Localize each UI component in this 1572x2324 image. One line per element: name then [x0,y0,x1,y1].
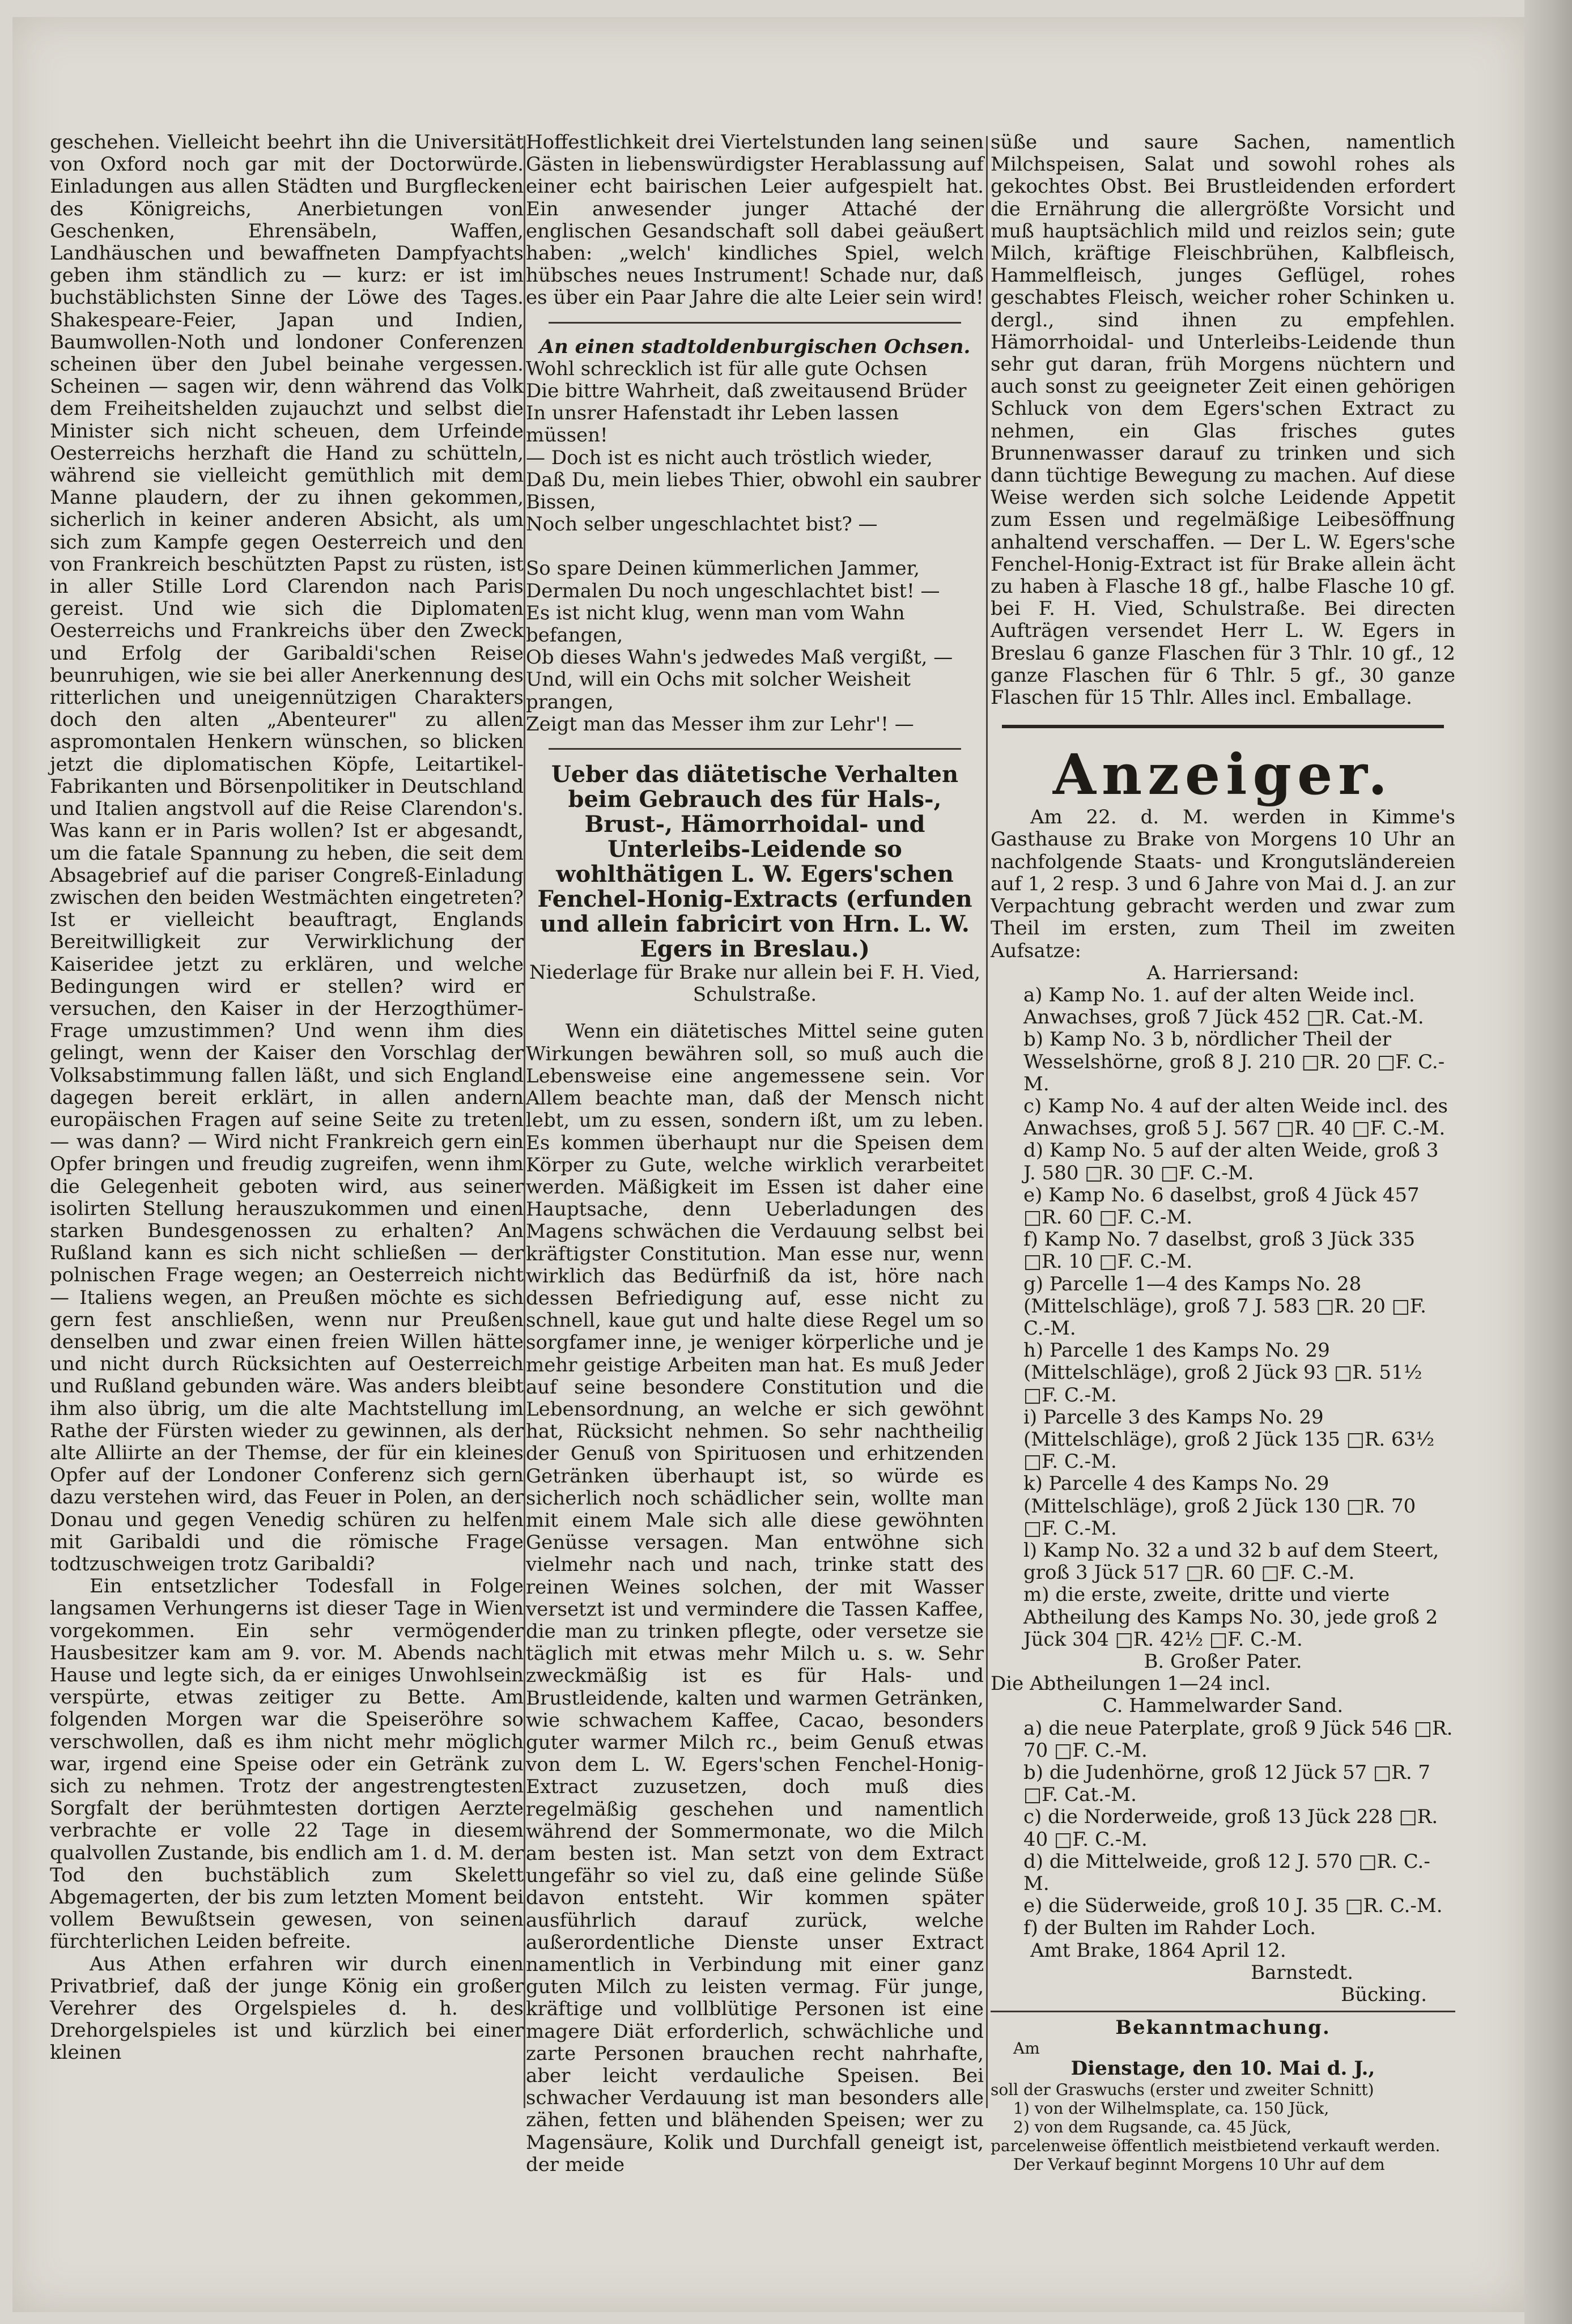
bek-line: 2) von dem Rugsande, ca. 45 Jück, [1013,2117,1292,2136]
lot-item: i) Parcelle 3 des Kamps No. 29 (Mittelschläge), groß 2 Jück 135 □R. 63½ □F. C.-M. [1023,1405,1435,1473]
signoff-place: Amt Brake, 1864 April 12. [1030,1939,1286,1962]
column-3 [991,131,1455,2174]
page-edge [1524,0,1572,2324]
column-divider [986,136,988,2108]
article-garibaldi: geschehen. Vielleicht beehrt ihn die Universität von Oxford noch gar mit der Doctorwürde. Einladungen aus allen Städten und Burgflecken des Königreichs, Anerbietungen von Geschenken, Ehrensäbeln, Waffen, Landhäuschen und bewaffneten Dampfyachts geben ihm ständlich zu — kurz: er ist im buchstäblichsten Sinne der Löwe des Tages. Shakespeare-Feier, Japan und Indien, Baumwollen-Noth und londoner Conferenzen scheinen über den Jubel beinahe vergessen. Scheinen — sagen wir, denn während das Volk dem Freiheitshelden zujauchzt und selbst die Minister sich nicht scheuen, dem Urfeinde Oesterreichs herzhaft die Hand zu schütteln, während sie vielleicht gemüthlich mit dem Manne plaudern, der zu ihnen gekommen, sicherlich in keiner anderen Absicht, als um sich zum Kampfe gegen Oesterreich und den von Frankreich beschützten Papst zu rüsten, ist in aller Stille Lord Clarendon nach Paris gereist. Und wie sich die Diplomaten Oesterreichs und Frankreichs über den Zweck und Erfolg der Garibaldi'schen Reise beunruhigen, wie sie bei aller Anerkennung des ritterlichen und uneigennützigen Charakters doch den alten „Abenteurer" zu allen aspromontalen Henkern wünschen, so blicken jetzt die diplomatischen Köpfe, Leitartikel-Fabrikanten und Börsenpolitiker in Deutschland und Italien angstvoll auf die Reise Clarendon's. Was kann er in Paris wollen? Ist er abgesandt, um die fatale Spannung zu heben, die seit dem Absagebrief auf die pariser Congreß-Einladung zwischen den beiden Westmächten eingetreten? Ist er vielleicht beauftragt, Englands Bereitwilligkeit zur Verwirklichung der Kaiseridee jetzt zu erklären, und welche Bedingungen wird er stellen? wird er versuchen, den Kaiser in der Herzogthümer-Frage umzustimmen? Und wenn ihm dies gelingt, wenn der Kaiser den Vorschlag der Volksabstimmung fallen läßt, und sich England dagegen bereit erklärt, in allen andern europäischen Fragen auf seine Seite zu treten — was dann? — Wird nicht Frankreich gern ein Opfer bringen und freudig zugreifen, wenn ihm die Gelegenheit geboten wird, aus seiner isolirten Stellung herauszukommen und einen starken Bundesgenossen zu erhalten? An Rußland kann es sich nicht schließen — der polnischen Frage wegen; an Oesterreich nicht — Italiens wegen, an Preußen möchte es sich gern fest anschließen, wenn nur Preußen denselben und zwar einen freien Willen hätte und nicht durch Rücksichten auf Oesterreich und Rußland gebunden wäre. Was anders bleibt ihm also übrig, um die alte Machtstellung im Rathe der Fürsten wieder zu gewinnen, als der alte Alliirte an der Themse, der für ein kleines Opfer auf der Londoner Conferenz sich gern dazu verstehen wird, das Feuer in Polen, an der Donau und gegen Venedig schüren zu helfen mit Garibaldi und die römische Frage todtzuschweigen trotz Garibaldi? [50,131,524,1575]
poem-line: Und, will ein Ochs mit solcher Weisheit prangen, [526,668,911,713]
section-heading: B. Großer Pater. [1144,1650,1302,1673]
poem-line: Die bittre Wahrheit, daß zweitausend Brüder [526,380,967,403]
lot-item: e) Kamp No. 6 daselbst, groß 4 Jück 457 □R. 60 □F. C.-M. [1023,1183,1420,1229]
section-text: Die Abtheilungen 1—24 incl. [991,1672,1271,1696]
lot-item: l) Kamp No. 32 a und 32 b auf dem Steert, groß 3 Jück 517 □R. 60 □F. C.-M. [1023,1539,1439,1584]
lot-item: g) Parcelle 1—4 des Kamps No. 28 (Mittelschläge), groß 7 J. 583 □R. 20 □F. C.-M. [1023,1272,1426,1340]
poem-line: Ob dieses Wahn's jedwedes Maß vergißt, — [526,646,953,669]
bek-line: Der Verkauf beginnt Morgens 10 Uhr auf dem [1013,2155,1385,2174]
article-egers-continued: süße und saure Sachen, namentlich Milchspeisen, Salat und sowohl rohes als gekochtes Obst. Bei Brustleidenden erfordert die Ernährung die allergrößte Vorsicht und muß hauptsächlich mild und reizlos sein; gute Milch, kräftige Fleischbrühen, Kalbfleisch, Hammelfleisch, junges Geflügel, rohes geschabtes Fleisch, weicher roher Schinken u. dergl., sind ihnen zu empfehlen. Hämorrhoidal- und Unterleibs-Leidende thun sehr gut daran, früh Morgens nüchtern und auch sonst zu geeigneter Zeit einen gehörigen Schluck von dem Egers'schen Extract zu nehmen, ein Glas frisches gutes Brunnenwasser darauf zu trinken und sich dann tüchtige Bewegung zu machen. Auf diese Weise werden sich solche Leidende Appetit zum Essen und regelmäßige Leibesöffnung anhaltend verschaffen. — Der L. W. Egers'sche Fenchel-Honig-Extract ist für Brake allein ächt zu haben à Flasche 18 gf., halbe Flasche 10 gf. bei F. H. Vied, Schulstraße. Bei directen Aufträgen versendet Herr L. W. Egers in Breslau 6 ganze Flaschen für 3 Thlr. 10 gf., 12 ganze Flaschen für 6 Thlr. 5 gf., 30 ganze Flaschen für 15 Thlr. Alles incl. Emballage. [991,131,1455,709]
lot-item: m) die erste, zweite, dritte und vierte Abtheilung des Kamps No. 30, jede groß 2 Jück 304 □R. 42½ □F. C.-M. [1023,1583,1438,1651]
article-vienna: Ein entsetzlicher Todesfall in Folge langsamen Verhungerns ist dieser Tage in Wien vorgekommen. Ein sehr vermögender Hausbesitzer kam am 9. vor. M. Abends nach Hause und legte sich, da er einiges Unwohlsein verspürte, etwas zeitiger zu Bette. Am folgenden Morgen war die Speiseröhre so verschwollen, daß es ihm nicht mehr möglich war, irgend eine Speise oder ein Getränk zu sich zu nehmen. Trotz der angestrengtesten Sorgfalt der berühmtesten dortigen Aerzte verbrachte er volle 22 Tage in diesem qualvollen Zustande, bis endlich am 1. d. M. der Tod den buchstäblich zum Skelett Abgemagerten, der bis zum letzten Moment bei vollem Bewußtsein gewesen, von seinen fürchterlichen Leiden befreite. [50,1575,524,1953]
poem-line: Wohl schrecklich ist für alle gute Ochsen [526,357,928,380]
article-title-egers: Ueber das diätetische Verhalten beim Gebrauch des für Hals-, Brust-, Hämorrhoidal- und Unterleibs-Leidende so wohlthätigen L. W. Egers'schen Fenchel-Honig-Extracts (erfunden und allein fabricirt von Hrn. L. W. Egers in Breslau.) [537,761,972,963]
section-divider [991,2011,1455,2012]
lot-item: b) die Judenhörne, groß 12 Jück 57 □R. 7 □F. Cat.-M. [1023,1761,1431,1807]
column-1 [50,131,524,2064]
anzeiger-intro: Am 22. d. M. werden in Kimme's Gasthause zu Brake von Morgens 10 Uhr an nachfolgende Staats- und Krongutsländereien auf 1, 2 resp. 3 und 6 Jahre von Mai d. J. an zur Verpachtung gebracht werden und zwar zum Theil im ersten, zum Theil im zweiten Aufsatze: [991,806,1455,962]
lot-item: a) Kamp No. 1. auf der alten Weide incl. Anwachses, groß 7 Jück 452 □R. Cat.-M. [1023,983,1424,1029]
bek-line: parcelenweise öffentlich meistbietend verkauft werden. [991,2136,1441,2155]
niederlage-note: Niederlage für Brake nur allein bei F. H. Vied, Schulstraße. [529,961,981,1006]
article-athens-continued: Hoffestlichkeit drei Viertelstunden lang seinen Gästen in liebenswürdigster Herablassung auf einer echt bairischen Leier aufgespielt hat. Ein anwesender junger Attaché der englischen Gesandschaft soll dabei geäußert haben: „welch' kindliches Spiel, welch hübsches neues Instrument! Schade nur, daß es über ein Paar Jahre die alte Leier sein wird! [526,131,984,309]
stanza-gap [526,536,984,558]
column-divider [524,136,525,2108]
section-divider [549,322,961,324]
bek-date: Dienstage, den 10. Mai d. J., [1070,2057,1375,2080]
lot-item: e) die Süderweide, groß 10 J. 35 □R. C.-M. [1023,1894,1443,1918]
poem-title: An einen stadtoldenburgischen Ochsen. [539,335,971,358]
lot-item: h) Parcelle 1 des Kamps No. 29 (Mittelschläge), groß 2 Jück 93 □R. 51½ □F. C.-M. [1023,1339,1422,1407]
poem-line: Zeigt man das Messer ihm zur Lehr'! — [526,712,914,736]
section-heading: A. Harriersand: [1146,961,1299,984]
lot-item: f) der Bulten im Rahder Loch. [1023,1917,1316,1940]
poem-line: Es ist nicht klug, wenn man vom Wahn befangen, [526,601,905,647]
article-egers-body: Wenn ein diätetisches Mittel seine guten Wirkungen bewähren soll, so muß auch die Lebensweise eine angemessene sein. Vor Allem beachte man, daß der Mensch nicht lebt, um zu essen, sondern ißt, um zu leben. Es kommen überhaupt nur die Speisen dem Körper zu Gute, welche wirklich verarbeitet werden. Mäßigkeit im Essen ist daher eine Hauptsache, denn Ueberladungen des Magens schwächen die Verdauung selbst bei kräftigster Constitution. Man esse nur, wenn wirklich das Bedürfniß da ist, höre nach dessen Befriedigung auf, esse nicht zu schnell, kaue gut und halte diese Regel um so sorgfamer inne, je weniger körperliche und je mehr geistige Arbeiten man hat. Es muß Jeder auf seine besondere Constitution und die Lebensordnung, an welche er sich gewöhnt hat, Rücksicht nehmen. So sehr nachtheilig der Genuß von Spirituosen und erhitzenden Getränken überhaupt ist, so würde es sicherlich noch schädlicher sein, wollte man mit einem Male sich alle diese gewöhnten Genüsse versagen. Man entwöhne sich vielmehr nach und nach, trinke statt des reinen Weines solchen, der mit Wasser versetzt ist und vermindere die Tassen Kaffee, die man zu trinken pflegte, oder versetze sie täglich mit etwas mehr Milch u. s. w. Sehr zweckmäßig ist es für Hals- und Brustleidende, kalten und warmen Getränken, wie schwachem Kaffee, Cacao, besonders guter warmer Milch rc., beim Genuß etwas von dem L. W. Egers'schen Fenchel-Honig-Extract zuzusetzen, doch muß dies regelmäßig geschehen und namentlich während der Sommermonate, wo die Milch am besten ist. Man setzt von dem Extract ungefähr so viel zu, daß eine gelinde Süße davon entsteht. Wir kommen später ausführlich darauf zurück, welche außerordentliche Dienste unser Extract namentlich in Verbindung mit einer ganz guten Milch zu leisten vermag. Für junge, kräftige und vollblütige Personen ist eine magere Diät erforderlich, schwächliche und zarte Personen brauchen recht nahrhafte, aber leicht verdauliche Speisen. Bei schwacher Verdauung ist man besonders alle zähen, fetten und blähenden Speisen; wer zu Magensäure, Kolik und Durchfall geneigt ist, der meide [526,1020,984,2176]
poem-line: Dermalen Du noch ungeschlachtet bist! — [526,579,940,602]
lot-item: d) Kamp No. 5 auf der alten Weide, groß 3 J. 580 □R. 30 □F. C.-M. [1023,1139,1439,1184]
column-2 [526,131,984,2176]
lot-item: f) Kamp No. 7 daselbst, groß 3 Jück 335 □R. 10 □F. C.-M. [1023,1228,1416,1273]
lot-item: a) die neue Paterplate, groß 9 Jück 546 □R. 70 □F. C.-M. [1023,1717,1453,1762]
bek-line: soll der Graswuchs (erster und zweiter Schnitt) [991,2080,1374,2099]
poem-line: Noch selber ungeschlachtet bist? — [526,513,878,536]
lot-item: c) die Norderweide, groß 13 Jück 228 □R. 40 □F. C.-M. [1023,1805,1438,1851]
bekanntmachung-title: Bekanntmachung. [1115,2016,1331,2040]
lot-item: d) die Mittelweide, groß 12 J. 570 □R. C.-M. [1023,1850,1430,1896]
poem-line: — Doch ist es nicht auch tröstlich wieder, [526,446,933,469]
poem-line: In unsrer Hafenstadt ihr Leben lassen müssen! [526,402,899,447]
signoff-name: Barnstedt. [1251,1961,1353,1984]
section-heading: C. Hammelwarder Sand. [1102,1694,1344,1718]
bek-line: 1) von der Wilhelmsplate, ca. 150 Jück, [1013,2098,1329,2118]
poem [526,358,984,736]
anzeiger-title: Anzeiger. [1052,742,1393,808]
poem-line: So spare Deinen kümmerlichen Jammer, [526,557,920,580]
poem-line: Daß Du, mein liebes Thier, obwohl ein saubrer Bissen, [526,468,981,514]
lot-item: k) Parcelle 4 des Kamps No. 29 (Mittelschläge), groß 2 Jück 130 □R. 70 □F. C.-M. [1023,1472,1416,1540]
section-divider [1002,725,1444,728]
article-athens: Aus Athen erfahren wir durch einen Privatbrief, daß der junge König ein großer Verehrer des Orgelspieles d. h. des Drehorgelspieles ist und kürzlich bei einer kleinen [50,1952,524,2064]
section-divider [549,748,961,750]
bek-am: Am [1013,2039,1040,2058]
signoff-name: Bücking. [1341,1983,1427,2007]
lot-item: c) Kamp No. 4 auf der alten Weide incl. des Anwachses, groß 5 J. 567 □R. 40 □F. C.-M. [1023,1094,1448,1140]
lot-item: b) Kamp No. 3 b, nördlicher Theil der Wesselshörne, groß 8 J. 210 □R. 20 □F. C.-M. [1023,1028,1445,1095]
